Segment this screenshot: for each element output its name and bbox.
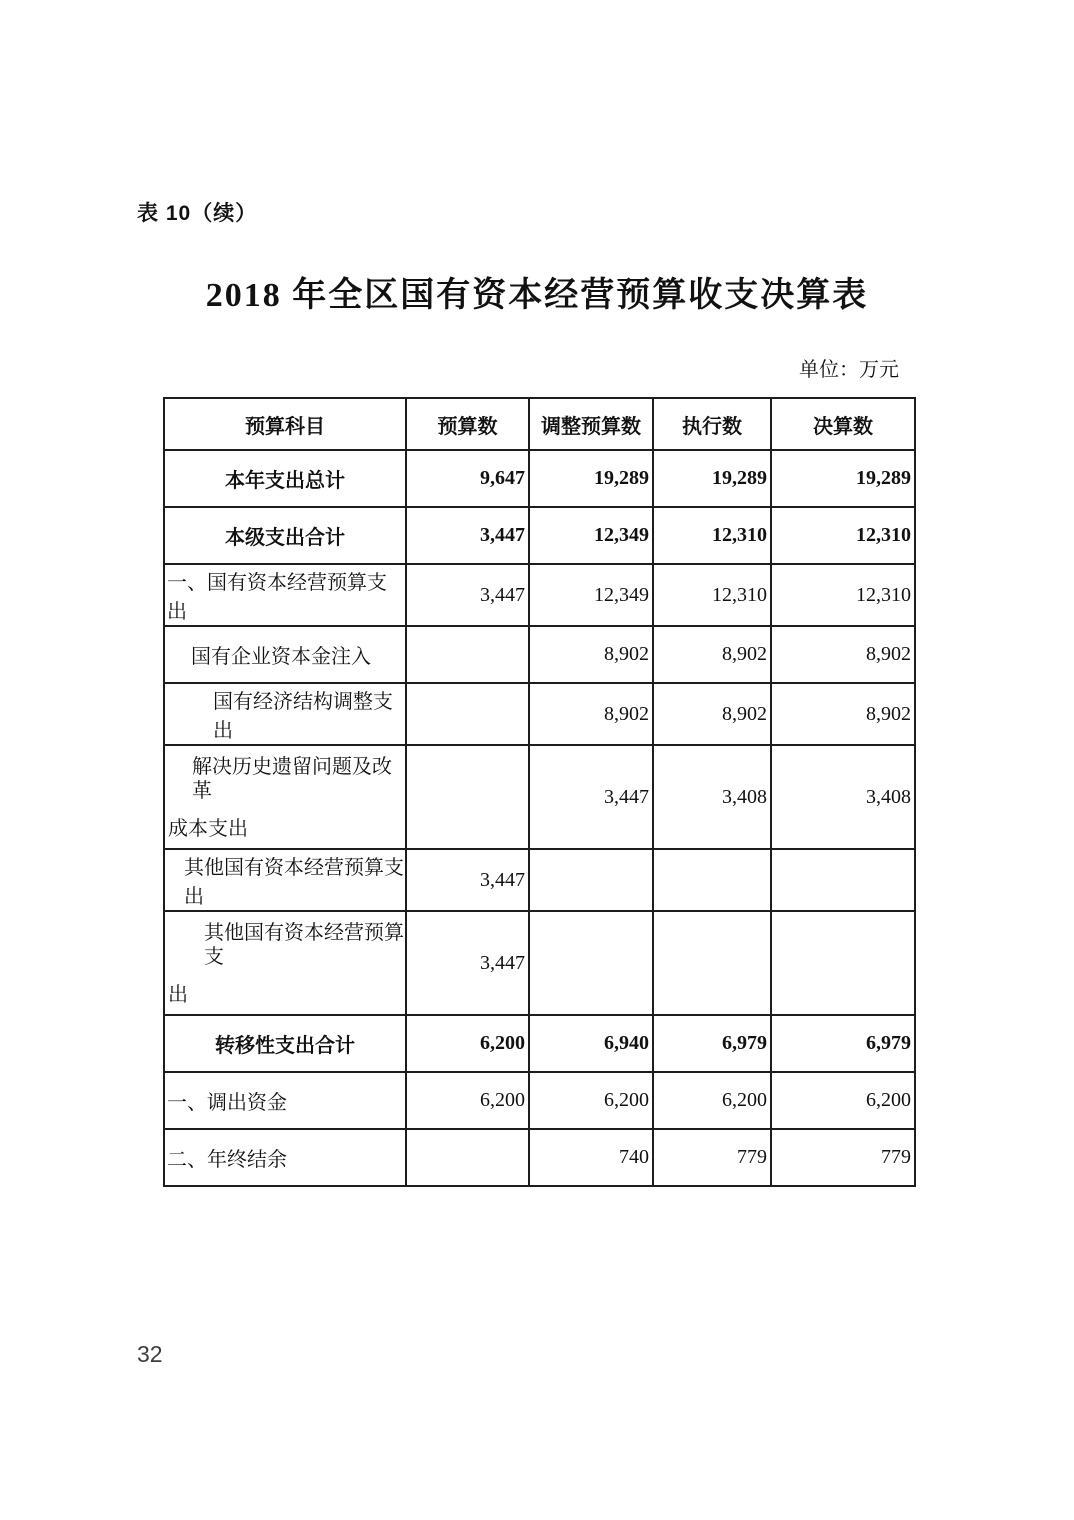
value-cell: 8,902 bbox=[771, 683, 915, 745]
value-cell: 3,447 bbox=[406, 564, 529, 626]
column-header: 预算数 bbox=[406, 398, 529, 450]
value-cell: 6,979 bbox=[653, 1015, 771, 1072]
row-label-cell: 国有经济结构调整支出 bbox=[164, 683, 406, 745]
value-cell bbox=[653, 911, 771, 1015]
table-header-row bbox=[164, 398, 915, 450]
column-header: 决算数 bbox=[771, 398, 915, 450]
page-title: 2018 年全区国有资本经营预算收支决算表 bbox=[205, 277, 869, 314]
table-row bbox=[164, 626, 915, 683]
table-row bbox=[164, 564, 915, 626]
value-cell: 12,310 bbox=[771, 507, 915, 564]
row-label-cell: 一、调出资金 bbox=[164, 1072, 406, 1129]
row-label-cell: 本级支出合计 bbox=[164, 507, 406, 564]
row-label-cell: 一、国有资本经营预算支出 bbox=[164, 564, 406, 626]
value-cell: 6,200 bbox=[406, 1015, 529, 1072]
value-cell: 3,447 bbox=[406, 911, 529, 1015]
value-cell: 8,902 bbox=[653, 626, 771, 683]
value-cell: 8,902 bbox=[653, 683, 771, 745]
column-header: 调整预算数 bbox=[529, 398, 653, 450]
value-cell: 19,289 bbox=[771, 450, 915, 507]
value-cell bbox=[529, 849, 653, 911]
row-label-line: 成本支出 bbox=[168, 818, 248, 840]
table-row bbox=[164, 849, 915, 911]
value-cell: 3,408 bbox=[653, 745, 771, 849]
column-header: 预算科目 bbox=[164, 398, 406, 450]
value-cell bbox=[406, 626, 529, 683]
row-label-cell: 本年支出总计 bbox=[164, 450, 406, 507]
table-row bbox=[164, 507, 915, 564]
value-cell bbox=[771, 911, 915, 1015]
table-row bbox=[164, 683, 915, 745]
table-body bbox=[164, 450, 915, 1186]
value-cell: 779 bbox=[771, 1129, 915, 1186]
value-cell bbox=[771, 849, 915, 911]
row-label-line: 其他国有资本经营预算支 bbox=[204, 922, 404, 968]
page-number: 32 bbox=[137, 1341, 163, 1367]
value-cell bbox=[406, 745, 529, 849]
row-label-cell: 转移性支出合计 bbox=[164, 1015, 406, 1072]
value-cell: 6,200 bbox=[653, 1072, 771, 1129]
value-cell: 12,310 bbox=[771, 564, 915, 626]
value-cell: 3,447 bbox=[406, 507, 529, 564]
value-cell: 9,647 bbox=[406, 450, 529, 507]
value-cell: 6,940 bbox=[529, 1015, 653, 1072]
table-row bbox=[164, 1072, 915, 1129]
row-label-cell bbox=[164, 745, 406, 849]
value-cell: 12,349 bbox=[529, 564, 653, 626]
budget-table bbox=[163, 397, 916, 1187]
value-cell: 3,408 bbox=[771, 745, 915, 849]
table-continuation-label: 表 10（续） bbox=[137, 202, 258, 225]
value-cell: 779 bbox=[653, 1129, 771, 1186]
table-row bbox=[164, 1129, 915, 1186]
table-row bbox=[164, 450, 915, 507]
value-cell: 19,289 bbox=[529, 450, 653, 507]
row-label-cell: 其他国有资本经营预算支出 bbox=[164, 849, 406, 911]
value-cell: 12,310 bbox=[653, 564, 771, 626]
value-cell: 12,310 bbox=[653, 507, 771, 564]
column-header: 执行数 bbox=[653, 398, 771, 450]
unit-label: 单位：万元 bbox=[799, 359, 899, 381]
value-cell: 6,200 bbox=[406, 1072, 529, 1129]
table-row bbox=[164, 911, 915, 1015]
value-cell: 3,447 bbox=[529, 745, 653, 849]
value-cell bbox=[406, 683, 529, 745]
value-cell bbox=[406, 1129, 529, 1186]
row-label-line: 解决历史遗留问题及改革 bbox=[192, 756, 392, 802]
value-cell: 12,349 bbox=[529, 507, 653, 564]
value-cell: 19,289 bbox=[653, 450, 771, 507]
row-label-cell: 国有企业资本金注入 bbox=[164, 626, 406, 683]
value-cell: 740 bbox=[529, 1129, 653, 1186]
value-cell bbox=[529, 911, 653, 1015]
value-cell: 6,979 bbox=[771, 1015, 915, 1072]
value-cell: 8,902 bbox=[771, 626, 915, 683]
value-cell: 6,200 bbox=[529, 1072, 653, 1129]
value-cell: 8,902 bbox=[529, 626, 653, 683]
row-label-cell bbox=[164, 911, 406, 1015]
row-label-cell: 二、年终结余 bbox=[164, 1129, 406, 1186]
table-row bbox=[164, 1015, 915, 1072]
value-cell: 8,902 bbox=[529, 683, 653, 745]
value-cell bbox=[653, 849, 771, 911]
value-cell: 6,200 bbox=[771, 1072, 915, 1129]
row-label-line: 出 bbox=[168, 984, 188, 1006]
value-cell: 3,447 bbox=[406, 849, 529, 911]
table-row bbox=[164, 745, 915, 849]
